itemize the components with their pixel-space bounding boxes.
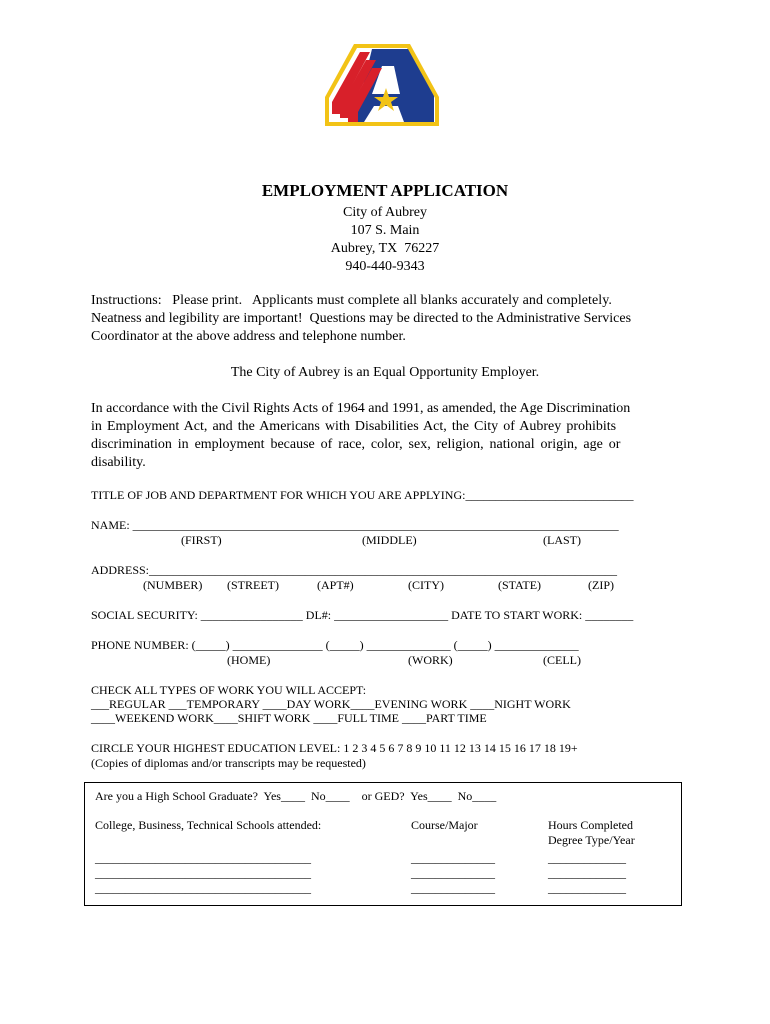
addr-street-label: (STREET)	[227, 578, 279, 592]
hours-blank-1[interactable]: _____________	[548, 851, 626, 865]
city-logo	[324, 42, 440, 128]
work-types-heading: CHECK ALL TYPES OF WORK YOU WILL ACCEPT:	[91, 683, 367, 697]
degree-type-year-label: Degree Type/Year	[548, 833, 635, 847]
page-title: EMPLOYMENT APPLICATION	[261, 181, 509, 200]
eoe-statement: The City of Aubrey is an Equal Opportunity Employer.	[230, 365, 540, 380]
schools-attended-label: College, Business, Technical Schools attended:	[95, 818, 322, 832]
addr-city-label: (CITY)	[408, 578, 444, 592]
addr-state-label: (STATE)	[498, 578, 542, 592]
job-title-field[interactable]: TITLE OF JOB AND DEPARTMENT FOR WHICH YOU ARE APPLYING:____________________________	[91, 488, 634, 502]
hours-blank-2[interactable]: _____________	[548, 866, 626, 880]
addr-apt-label: (APT#)	[317, 578, 354, 592]
course-major-label: Course/Major	[411, 818, 478, 832]
instructions-line-3: Coordinator at the above address and telephone number.	[91, 329, 406, 344]
org-city-line: Aubrey, TX 76227	[330, 241, 440, 256]
ssn-dl-start-field[interactable]: SOCIAL SECURITY: _________________ DL#: ___________________ DATE TO START WORK: ________	[91, 608, 634, 622]
course-blank-3[interactable]: ______________	[411, 881, 495, 895]
work-types-line-1[interactable]: ___REGULAR ___TEMPORARY ____DAY WORK____EVENING WORK ____NIGHT WORK	[91, 697, 571, 711]
org-phone: 940-440-9343	[345, 259, 425, 274]
instructions-line-2: Neatness and legibility are important! Questions may be directed to the Administrative Services	[91, 311, 632, 326]
phone-work-label: (WORK)	[408, 653, 453, 667]
work-types-line-2[interactable]: ____WEEKEND WORK____SHIFT WORK ____FULL TIME ____PART TIME	[91, 711, 487, 725]
name-field[interactable]: NAME: _________________________________________________________________________________	[91, 518, 619, 532]
addr-number-label: (NUMBER)	[143, 578, 203, 592]
school-blank-3[interactable]: ____________________________________	[95, 881, 311, 895]
phone-field[interactable]: PHONE NUMBER: (_____) _______________ (_____) ______________ (_____) ______________	[91, 638, 579, 652]
school-blank-2[interactable]: ____________________________________	[95, 866, 311, 880]
course-blank-1[interactable]: ______________	[411, 851, 495, 865]
civil-rights-line-1: In accordance with the Civil Rights Acts of 1964 and 1991, as amended, the Age Discrimination	[91, 401, 631, 416]
hours-blank-3[interactable]: _____________	[548, 881, 626, 895]
hs-graduate-question[interactable]: Are you a High School Graduate? Yes____ No____ or GED? Yes____ No____	[95, 789, 497, 803]
org-name: City of Aubrey	[343, 205, 427, 220]
hours-completed-label: Hours Completed	[548, 818, 633, 832]
address-field[interactable]: ADDRESS:______________________________________________________________________________	[91, 563, 618, 577]
civil-rights-line-4: disability.	[91, 455, 146, 470]
name-last-label: (LAST)	[543, 533, 581, 547]
phone-home-label: (HOME)	[227, 653, 271, 667]
course-blank-2[interactable]: ______________	[411, 866, 495, 880]
school-blank-1[interactable]: ____________________________________	[95, 851, 311, 865]
addr-zip-label: (ZIP)	[588, 578, 614, 592]
name-first-label: (FIRST)	[181, 533, 222, 547]
civil-rights-line-3: discrimination in employment because of race, color, sex, religion, national origin, age or	[91, 437, 621, 452]
name-middle-label: (MIDDLE)	[362, 533, 417, 547]
org-street: 107 S. Main	[350, 223, 420, 238]
phone-cell-label: (CELL)	[543, 653, 581, 667]
education-note: (Copies of diplomas and/or transcripts may be requested)	[91, 756, 366, 770]
instructions-line-1: Instructions: Please print. Applicants must complete all blanks accurately and completely.	[91, 293, 612, 308]
civil-rights-line-2: in Employment Act, and the Americans with Disabilities Act, the City of Aubrey prohibits	[91, 419, 617, 434]
education-level-heading[interactable]: CIRCLE YOUR HIGHEST EDUCATION LEVEL: 1 2 3 4 5 6 7 8 9 10 11 12 13 14 15 16 17 18 19+	[91, 741, 578, 755]
